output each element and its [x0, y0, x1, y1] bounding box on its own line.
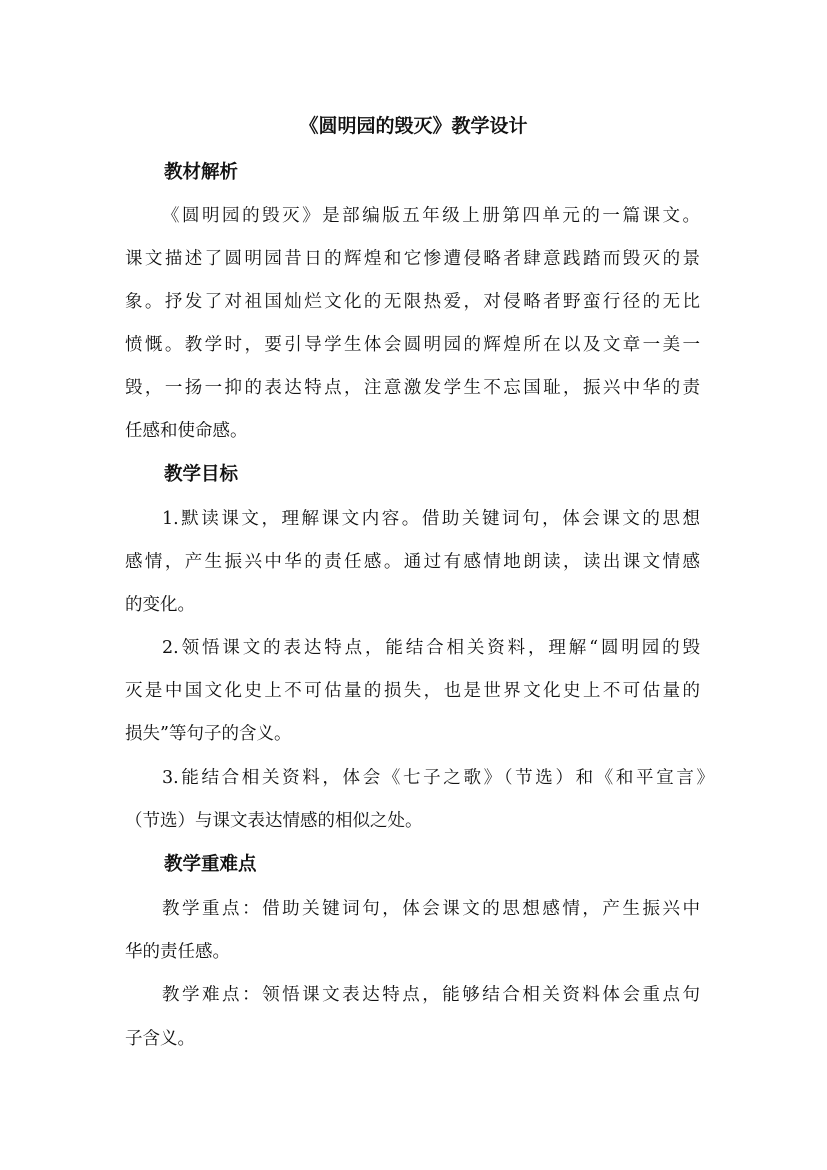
- paragraph-line: 1.默读课文，理解课文内容。借助关键词句，体会课文的思想: [162, 509, 700, 529]
- paragraph-line: 课文描述了圆明园昔日的辉煌和它惨遭侵略者肆意践踏而毁灭的景: [125, 249, 700, 269]
- section-heading-textbook-analysis: 教材解析: [164, 162, 239, 183]
- paragraph-line: 的变化。: [125, 595, 195, 615]
- section-heading-key-difficult-points: 教学重难点: [164, 854, 257, 875]
- paragraph-line: 《圆明园的毁灭》是部编版五年级上册第四单元的一篇课文。: [162, 206, 700, 226]
- paragraph-line: 教学难点：领悟课文表达特点，能够结合相关资料体会重点句: [162, 985, 700, 1005]
- paragraph-line: 损失”等句子的含义。: [125, 724, 292, 744]
- paragraph-line: 任感和使命感。: [125, 421, 248, 441]
- paragraph-line: 教学重点：借助关键词句，体会课文的思想感情，产生振兴中: [162, 899, 700, 919]
- paragraph-line: 2.领悟课文的表达特点，能结合相关资料，理解“圆明园的毁: [162, 638, 700, 658]
- paragraph-line: 子含义。: [125, 1029, 195, 1049]
- paragraph-line: 华的责任感。: [125, 942, 230, 962]
- document-title: 《圆明园的毁灭》教学设计: [299, 115, 528, 137]
- paragraph-line: 灭是中国文化史上不可估量的损失，也是世界文化史上不可估量的: [125, 681, 700, 701]
- paragraph-line: 象。抒发了对祖国灿烂文化的无限热爱，对侵略者野蛮行径的无比: [125, 292, 700, 312]
- paragraph-line: 感情，产生振兴中华的责任感。通过有感情地朗读，读出课文情感: [125, 552, 700, 572]
- paragraph-line: 毁，一扬一抑的表达特点，注意激发学生不忘国耻，振兴中华的责: [125, 378, 700, 398]
- paragraph-line: 愤慨。教学时，要引导学生体会圆明园的辉煌所在以及文章一美一: [125, 335, 700, 355]
- paragraph-line: 3.能结合相关资料，体会《七子之歌》（节选）和《和平宣言》: [162, 768, 714, 788]
- paragraph-line: （节选）与课文表达情感的相似之处。: [125, 811, 423, 831]
- section-heading-teaching-objectives: 教学目标: [164, 464, 239, 485]
